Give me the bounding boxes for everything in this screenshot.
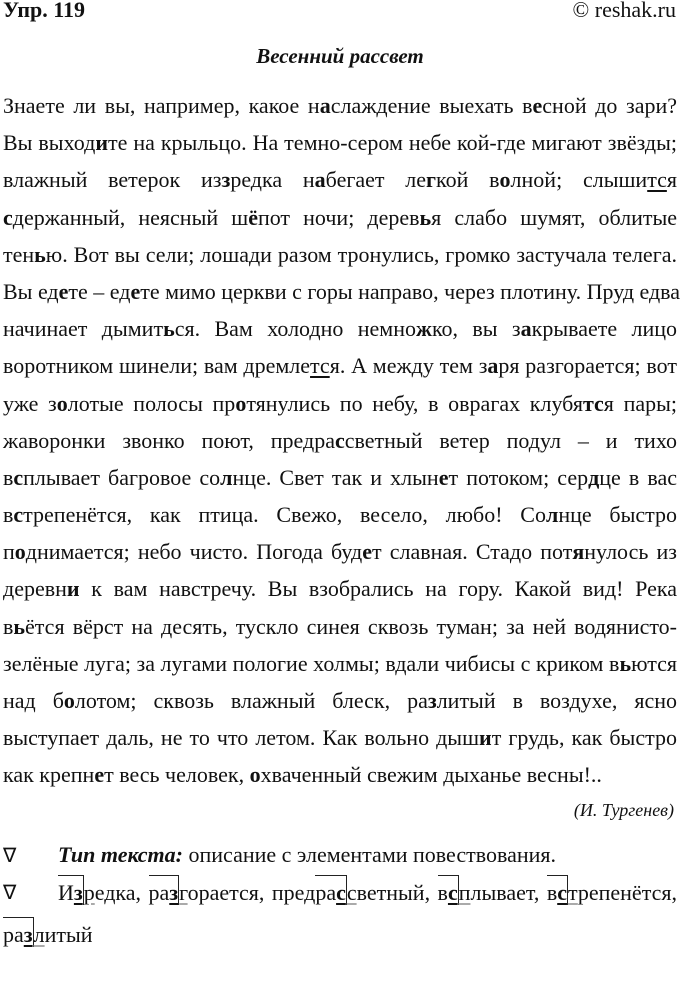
text-segment: воротником шинели; вам дремле: [3, 353, 311, 379]
highlighted-letters: з: [427, 688, 437, 713]
highlighted-letters: с: [3, 204, 13, 230]
highlighted-letters: и: [66, 576, 80, 602]
highlighted-letters: с: [13, 502, 24, 528]
analyzed-word: [58, 880, 141, 906]
highlighted-letters: з: [221, 167, 231, 193]
text-line: [3, 719, 677, 756]
highlighted-letters: о: [249, 762, 261, 788]
source-credit: © reshak.ru: [572, 0, 676, 22]
highlighted-letters: с: [334, 427, 345, 453]
word-part: пред: [271, 880, 316, 905]
analyzed-word: [149, 880, 265, 906]
text-type-value: описание с элементами повествования.: [183, 842, 557, 867]
text-segment: лотом; сквозь влажный блеск, ра: [74, 688, 428, 713]
prefix-final-letter: с: [336, 880, 346, 905]
text-segment: тянулись по небу, в оврагах клубя: [246, 390, 583, 416]
text-segment: плывает багровое со: [23, 464, 221, 490]
highlighted-letters: тс: [582, 390, 604, 416]
text-segment: п: [3, 539, 15, 565]
text-segment: кой в: [436, 167, 500, 193]
highlighted-letters: ж: [416, 316, 432, 342]
prefix-mark: [315, 875, 347, 905]
prefix-part: И: [58, 880, 74, 905]
highlighted-letters: и: [479, 725, 492, 751]
highlighted-letters: е: [130, 278, 141, 304]
text-segment: те на крыльцо. На темно-сером небе кой-где мигают звёзды;: [108, 130, 677, 156]
text-segment: к вам навстречу. Вы взобрались на гору. Какой вид! Река: [79, 576, 677, 602]
highlighted-letters: ь: [34, 241, 46, 267]
highlighted-letters: а: [487, 353, 499, 379]
text-line: [3, 385, 677, 422]
text-line: [3, 422, 677, 459]
prefix-final-letter: с: [447, 880, 458, 905]
text-segment: трепенётся, как птица. Свежо, весело, любо! Со: [23, 502, 546, 528]
prefix-mark: [438, 875, 459, 905]
following-consonant: л: [33, 922, 45, 947]
text-segment: я: [666, 167, 677, 193]
text-segment: сной до зари?: [542, 93, 678, 118]
highlighted-letters: а: [319, 93, 331, 118]
text-line: [3, 273, 680, 310]
text-segment: Знаете ли вы, например, какое н: [3, 93, 320, 118]
text-line: [3, 87, 677, 124]
text-line: [3, 347, 677, 384]
text-segment: т потоком; сер: [448, 464, 589, 490]
highlighted-letters: е: [362, 539, 372, 565]
following-consonant: г: [179, 880, 188, 905]
text-line: [3, 310, 677, 347]
highlighted-letters: л: [545, 502, 559, 528]
text-line: [3, 682, 677, 719]
highlighted-letters: о: [56, 390, 68, 416]
text-segment: те мимо церкви с горы направо, через плотину. Пруд едва: [140, 278, 680, 304]
prefix-part: ра: [3, 922, 24, 947]
highlighted-letters: и: [95, 130, 108, 156]
text-segment: нце. Свет так и хлын: [232, 464, 439, 490]
highlighted-letters: е: [94, 762, 105, 788]
text-segment: уже з: [3, 390, 57, 416]
text-segment: хваченный свежим дыханье весны!..: [260, 762, 602, 788]
highlighted-letters: о: [63, 688, 75, 713]
word-part: итый: [44, 922, 93, 947]
highlighted-letters: г: [426, 167, 437, 193]
text-segment: начинает дымит: [3, 316, 164, 342]
prefix-final-letter: с: [557, 880, 567, 905]
text-segment: светный ветер подул – и тихо: [344, 427, 677, 453]
text-line: [3, 459, 677, 496]
text-line: [3, 496, 677, 533]
prefix-final-letter: з: [169, 880, 179, 905]
prefix-final-letter: з: [73, 880, 83, 905]
text-segment: над б: [3, 688, 64, 713]
main-text: [3, 87, 680, 794]
text-segment: ются: [631, 650, 677, 676]
triangle-marker-icon: ∇: [3, 882, 17, 904]
text-segment: я. А между тем з: [329, 353, 488, 379]
text-segment: в: [3, 464, 14, 490]
text-line: [3, 756, 677, 793]
text-segment: держанный, неясный ш: [12, 204, 249, 230]
text-segment: редка н: [230, 167, 315, 193]
text-line: [3, 570, 677, 607]
text-segment: я пары;: [603, 390, 678, 416]
prefix-mark: [149, 875, 180, 905]
analyzed-word: [547, 880, 677, 906]
prefix-mark: [547, 875, 568, 905]
text-segment: Вы ед: [3, 278, 59, 304]
text-segment: зелёные луга; за лугами пологие холмы; вдали чибисы с криком в: [3, 650, 620, 676]
text-segment: ётся вёрст на десять, тускло синея сквозь туман; за ней водянисто-: [25, 613, 677, 639]
text-line: [3, 533, 677, 570]
text-segment: ся. Вам холодно немно: [174, 316, 416, 342]
triangle-marker-icon: ∇: [3, 845, 17, 867]
highlighted-letters: о: [235, 390, 247, 416]
word-part: репенётся,: [577, 880, 677, 905]
analyzed-word: [272, 880, 430, 906]
analysis-row: [3, 880, 677, 906]
text-segment: ю. Вот вы сели; лошади разом тронулись, громко застучала телега.: [45, 241, 677, 267]
highlighted-letters: л: [220, 464, 233, 490]
highlighted-letters: е: [532, 93, 543, 118]
text-line: [3, 608, 677, 645]
highlighted-letters: ь: [13, 613, 26, 639]
highlighted-letters: тс: [310, 353, 330, 379]
text-line: [3, 236, 677, 273]
text-segment: т славная. Стадо пот: [371, 539, 573, 565]
text-segment: бегает ле: [325, 167, 427, 193]
prefix-mark: [3, 917, 34, 947]
text-segment: слаждение выехать в: [330, 93, 533, 118]
word-part: орается,: [187, 880, 265, 905]
text-segment: тен: [3, 241, 35, 267]
text-line: [3, 161, 677, 198]
text-segment: лной; слыши: [510, 167, 648, 193]
exercise-number: Упр. 119: [3, 0, 86, 22]
highlighted-letters: ё: [248, 204, 258, 230]
text-segment: крываете лицо: [531, 316, 677, 342]
text-segment: ко, вы з: [431, 316, 521, 342]
prefix-final-letter: з: [23, 922, 33, 947]
analyzed-word: [438, 880, 540, 906]
text-segment: я слабо шумят, облитые: [431, 204, 678, 230]
text-segment: выступает даль, не то что летом. Как вольно дыш: [3, 725, 480, 751]
word-part: ветный,: [356, 880, 431, 905]
highlighted-letters: тс: [647, 167, 667, 193]
following-consonant: п: [458, 880, 471, 905]
word-part: едка,: [94, 880, 142, 905]
highlighted-letters: о: [14, 539, 26, 565]
text-line: [3, 645, 677, 682]
text-segment: деревн: [3, 576, 67, 602]
text-segment: жаворонки звонко поют, предра: [3, 427, 335, 453]
highlighted-letters: я: [572, 539, 585, 565]
prefix-part: ра: [315, 880, 337, 905]
text-title: Весенний рассвет: [256, 44, 424, 68]
highlighted-letters: а: [314, 167, 326, 193]
text-segment: пот ночи; дерев: [257, 204, 420, 230]
text-segment: ря разгорается; вот: [498, 353, 677, 379]
text-segment: в: [3, 502, 14, 528]
highlighted-letters: е: [438, 464, 449, 490]
highlighted-letters: е: [58, 278, 69, 304]
prefix-mark: [58, 875, 84, 905]
word-part: лывает,: [470, 880, 540, 905]
text-line: [3, 124, 677, 161]
highlighted-letters: ь: [419, 204, 432, 230]
text-segment: т весь человек,: [104, 762, 250, 788]
text-segment: в: [3, 613, 14, 639]
highlighted-letters: с: [13, 464, 24, 490]
text-segment: как крепн: [3, 762, 95, 788]
text-segment: нце быстро: [558, 502, 677, 528]
text-segment: днимается; небо чисто. Погода буд: [25, 539, 363, 565]
highlighted-letters: а: [520, 316, 532, 342]
text-segment: т грудь, как быстро: [491, 725, 677, 751]
analysis-row-continued: [3, 922, 677, 948]
text-segment: литый в воздухе, ясно: [436, 688, 677, 713]
text-segment: нулось из: [584, 539, 677, 565]
highlighted-letters: о: [499, 167, 511, 193]
highlighted-letters: ь: [619, 650, 632, 676]
text-type-row: [3, 842, 677, 868]
prefix-part: ра: [148, 880, 170, 905]
text-line: [3, 199, 677, 236]
prefix-part: в: [546, 880, 558, 905]
text-type-label: Тип текста:: [58, 842, 183, 867]
text-segment: Вы выход: [3, 130, 96, 156]
analyzed-word: [3, 917, 93, 947]
text-segment: це в вас: [599, 464, 678, 490]
following-consonant: с: [346, 880, 357, 905]
prefix-part: в: [437, 880, 448, 905]
text-segment: лотые полосы пр: [67, 390, 236, 416]
following-consonant: т: [567, 880, 578, 905]
following-consonant: р: [83, 880, 95, 905]
text-segment: влажный ветерок из: [3, 167, 222, 193]
author: (И. Тургенев): [573, 800, 674, 820]
highlighted-letters: ь: [163, 316, 175, 342]
text-segment: те – ед: [68, 278, 131, 304]
highlighted-letters: д: [588, 464, 600, 490]
